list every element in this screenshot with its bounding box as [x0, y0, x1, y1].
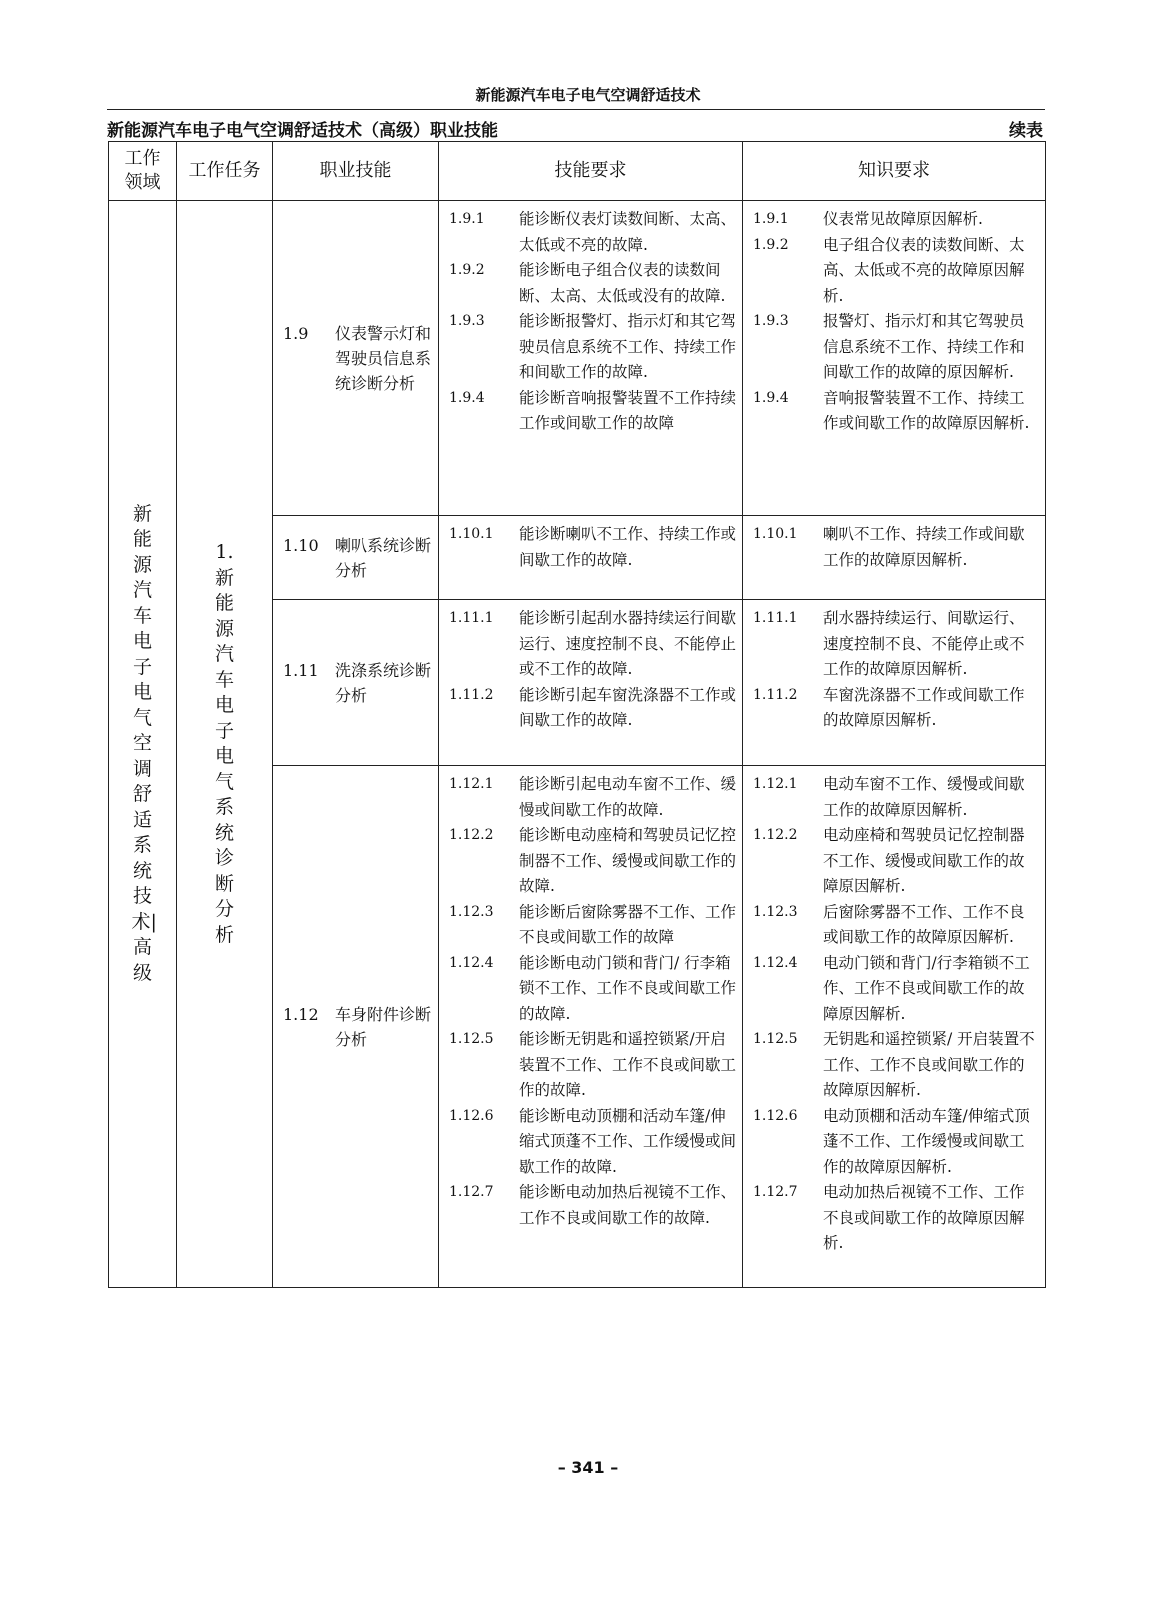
- skill-number: 1.9: [283, 323, 309, 343]
- knowledge-item: 1.12.4 电动门锁和背门/行李箱锁不工作、工作不良或间歇工作的故障原因解析.: [753, 953, 1030, 1023]
- col-header-work-task: 工作任务: [177, 142, 273, 201]
- skill-number: 1.11: [283, 660, 319, 680]
- requirement-item: 1.9.3 能诊断报警灯、指示灯和其它驾驶员信息系统不工作、持续工作和间歇工作的故障.: [449, 312, 737, 381]
- work-task-text: 1.新能源汽车电子电气系统诊断分析: [214, 541, 234, 946]
- requirement-item: 1.12.4 能诊断电动门锁和背门/ 行李箱锁不工作、工作不良或间歇工作的故障.: [449, 953, 737, 1023]
- requirement-item: 1.12.5 能诊断无钥匙和遥控锁紧/开启装置不工作、工作不良或间歇工作的故障.: [449, 1030, 737, 1099]
- header-rule: [107, 109, 1045, 110]
- requirements-cell: [439, 516, 743, 600]
- table-title-bar: [107, 114, 1045, 140]
- work-task-cell: [177, 201, 273, 1288]
- running-header: 新能源汽车电子电气空调舒适技术: [475, 86, 701, 104]
- knowledge-item: 1.9.4 音响报警装置不工作、持续工作或间歇工作的故障原因解析.: [753, 388, 1030, 432]
- knowledge-item: 1.12.6 电动顶棚和活动车篷/伸缩式顶蓬不工作、工作缓慢或间歇工作的故障原因解析.: [753, 1106, 1030, 1176]
- requirement-item: 1.12.7 能诊断电动加热后视镜不工作、工作不良或间歇工作的故障.: [449, 1183, 737, 1227]
- knowledge-item: 1.9.3 报警灯、指示灯和其它驾驶员信息系统不工作、持续工作和间歇工作的故障的原因解析.: [753, 312, 1025, 381]
- requirement-item: 1.12.2 能诊断电动座椅和驾驶员记忆控制器不工作、缓慢或间歇工作的故障.: [449, 826, 737, 895]
- work-domain-cell: [109, 201, 177, 1288]
- requirements-cell: [439, 600, 743, 766]
- table-header-row: [109, 142, 1046, 201]
- skill-text: 喇叭系统诊断分析: [335, 535, 432, 580]
- knowledge-item: 1.11.2 车窗洗涤器不工作或间歇工作的故障原因解析.: [753, 685, 1025, 729]
- knowledge-cell: [743, 766, 1046, 1288]
- knowledge-item: 1.12.3 后窗除雾器不工作、工作不良或间歇工作的故障原因解析.: [753, 902, 1025, 946]
- col-header-work-domain: 工作领域: [109, 142, 177, 201]
- skill-text: 车身附件诊断分析: [335, 1004, 432, 1049]
- knowledge-item: 1.11.1 刮水器持续运行、间歇运行、速度控制不良、不能停止或不工作的故障原因解析.: [753, 609, 1025, 678]
- requirement-item: 1.12.3 能诊断后窗除雾器不工作、工作不良或间歇工作的故障: [449, 902, 737, 946]
- knowledge-item: 1.12.1 电动车窗不工作、缓慢或间歇工作的故障原因解析.: [753, 775, 1025, 819]
- skill-cell: [273, 516, 439, 600]
- knowledge-cell: [743, 516, 1046, 600]
- skills-table: [108, 141, 1046, 1288]
- table-title: 新能源汽车电子电气空调舒适技术（高级）职业技能: [107, 121, 498, 141]
- requirements-cell: [439, 766, 743, 1288]
- col-header-knowledge-requirements: 知识要求: [743, 142, 1046, 201]
- requirement-item: 1.9.1 能诊断仪表灯读数间断、太高、太低或不亮的故障.: [449, 210, 737, 254]
- skill-cell: [273, 766, 439, 1288]
- page-number: – 341 –: [557, 1458, 619, 1477]
- knowledge-cell: [743, 201, 1046, 516]
- knowledge-item: 1.9.1 仪表常见故障原因解析.: [753, 210, 983, 228]
- requirement-item: 1.9.4 能诊断音响报警装置不工作持续工作或间歇工作的故障: [449, 388, 737, 432]
- requirement-item: 1.11.2 能诊断引起车窗洗涤器不工作或间歇工作的故障.: [449, 685, 737, 729]
- requirement-item: 1.12.6 能诊断电动顶棚和活动车篷/伸缩式顶蓬不工作、工作缓慢或间歇工作的故障.: [449, 1106, 737, 1176]
- skill-number: 1.10: [283, 535, 319, 555]
- skill-cell: [273, 600, 439, 766]
- knowledge-item: 1.12.2 电动座椅和驾驶员记忆控制器不工作、缓慢或间歇工作的故障原因解析.: [753, 826, 1025, 895]
- continued-label: 续表: [1009, 121, 1043, 141]
- requirement-item: 1.9.2 能诊断电子组合仪表的读数间断、太高、太低或没有的故障.: [449, 261, 726, 305]
- table-row: [109, 201, 1046, 516]
- skill-number: 1.12: [283, 1004, 319, 1024]
- col-header-skill-requirements: 技能要求: [439, 142, 743, 201]
- col-header-skill: 职业技能: [273, 142, 439, 201]
- skill-text: 仪表警示灯和驾驶员信息系统诊断分析: [335, 323, 432, 393]
- skill-text: 洗涤系统诊断分析: [335, 660, 432, 705]
- requirements-cell: [439, 201, 743, 516]
- knowledge-item: 1.12.5 无钥匙和遥控锁紧/ 开启装置不工作、工作不良或间歇工作的故障原因解析.: [753, 1030, 1035, 1099]
- work-domain-text: 新能源汽车电子电气空调舒适系统技术|高级: [131, 502, 157, 984]
- requirement-item: 1.11.1 能诊断引起刮水器持续运行间歇运行、速度控制不良、不能停止或不工作的故障.: [449, 609, 737, 678]
- knowledge-item: 1.9.2 电子组合仪表的读数间断、太高、太低或不亮的故障原因解析.: [753, 235, 1025, 305]
- knowledge-item: 1.12.7 电动加热后视镜不工作、工作不良或间歇工作的故障原因解析.: [753, 1183, 1025, 1252]
- requirement-item: 1.10.1 能诊断喇叭不工作、持续工作或间歇工作的故障.: [449, 525, 737, 569]
- knowledge-cell: [743, 600, 1046, 766]
- requirement-item: 1.12.1 能诊断引起电动车窗不工作、缓慢或间歇工作的故障.: [449, 775, 737, 819]
- knowledge-item: 1.10.1 喇叭不工作、持续工作或间歇工作的故障原因解析.: [753, 525, 1025, 569]
- skill-cell: [273, 201, 439, 516]
